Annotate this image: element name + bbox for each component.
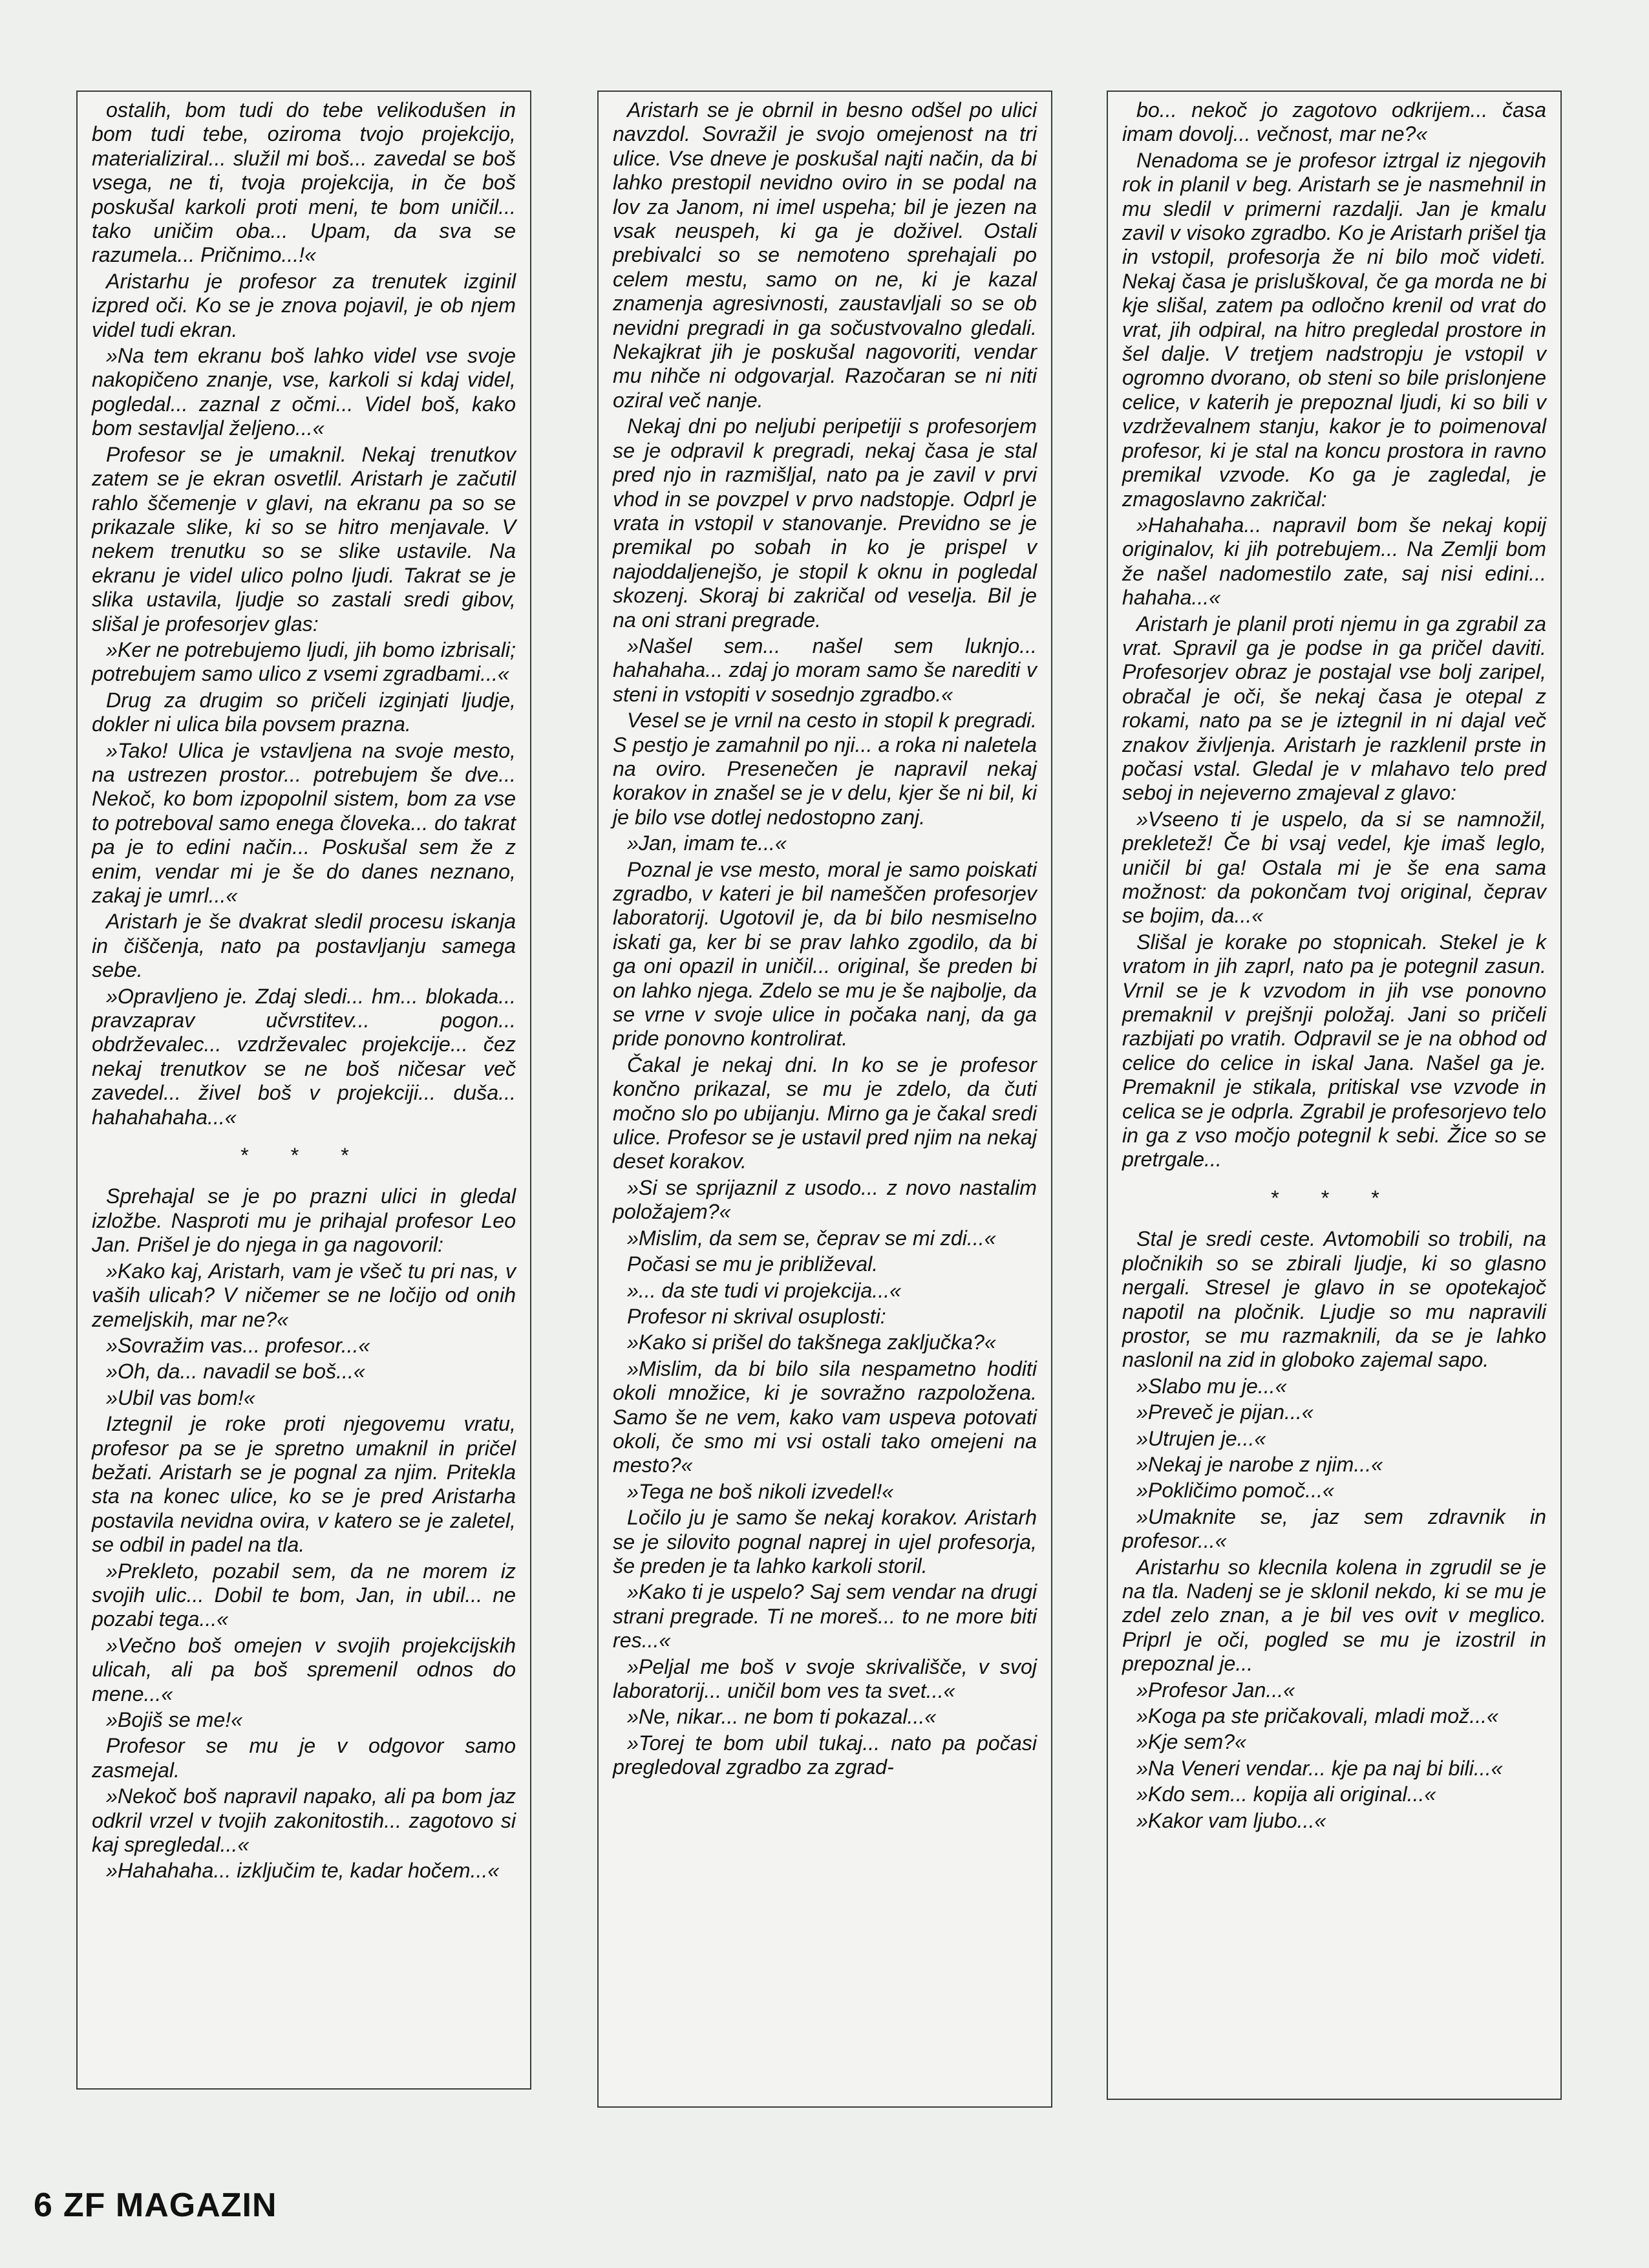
paragraph: »Tako! Ulica je vstavljena na svoje mesto, na ustrezen prostor... potrebujem še dve... Nekoč, ko bom izpopolnil sistem, bom za vse to potreboval samo enega človeka... do takrat pa je to edini način... Poskušal sem že z enim, vendar mi je še do danes neznano, zakaj je umrl...«: [92, 738, 516, 907]
paragraph: »Torej te bom ubil tukaj... nato pa počasi pregledoval zgradbo za zgrad-: [613, 1731, 1037, 1779]
paragraph: Aristarh je še dvakrat sledil procesu iskanja in čiščenja, nato pa postavljanju samega sebe.: [92, 910, 516, 982]
paragraph: »Koga pa ste pričakovali, mladi mož...«: [1136, 1704, 1498, 1728]
paragraph: Ločilo ju je samo še nekaj korakov. Aristarh se je silovito pognal naprej in ujel profesorja, še preden je ta lahko karkoli storil.: [613, 1506, 1037, 1578]
page-footer: [34, 2186, 277, 2225]
paragraph: »Na Veneri vendar... kje pa naj bi bili...«: [1136, 1756, 1503, 1780]
paragraph: »Večno boš omejen v svojih projekcijskih ulicah, ali pa boš spremenil odnos do mene...«: [92, 1633, 516, 1706]
paragraph: Slišal je korake po stopnicah. Stekel je k vratom in jih zaprl, nato pa je potegnil zasun. Vrnil se je k vzvodom in jih vse ponovno premaknil v prejšnji položaj. Jani so pričeli razbijati po vratih. Odpravil se je na obhod od celice do celice in iskal Jana. Našel ga je. Premaknil je stikala, pritiskal vse vzvode in celica se je odprla. Zgrabil je profesorjevo telo in ga z vso močjo potegnil k sebi. Žice so se pretrgale...: [1122, 930, 1546, 1171]
paragraph: Stal je sredi ceste. Avtomobili so trobili, na pločnikih so se zbirali ljudje, ki so glasno nergali. Stresel je glavo in se opotekajoč napotil na pločnik. Ljudje so mu napravili prostor, se mu razmaknili, da se je lahko naslonil na zid in globoko zajemal sapo.: [1122, 1227, 1546, 1372]
section-separator: * * *: [240, 1144, 367, 1168]
paragraph: »Tega ne boš nikoli izvedel!«: [627, 1479, 894, 1503]
page-number: 6: [34, 2187, 53, 2224]
text-column-right: [1107, 91, 1562, 2100]
paragraph: »Ubil vas bom!«: [106, 1385, 255, 1409]
paragraph: »Kje sem?«: [1136, 1730, 1246, 1754]
paragraph: »Kako si prišel do takšnega zaključka?«: [627, 1331, 996, 1354]
paragraph: Aristarhu so klecnila kolena in zgrudil se je na tla. Nadenj se je sklonil nekdo, ki se mu je zdel zelo znan, a je bil ves ovit v meglico. Priprl je oči, pogled se mu je izostril in prepoznal je...: [1122, 1555, 1546, 1676]
paragraph: »Nekoč boš napravil napako, ali pa bom jaz odkril vrzel v tvojih zakonitostih... zagotovo si kaj spregledal...«: [92, 1784, 516, 1857]
paragraph: »Mislim, da bi bilo sila nespametno hoditi okoli množice, ki je sovražno razpoložena. Samo še ne vem, kako vam uspeva potovati okoli, če smo mi vsi ostali tako omejeni na mesto?«: [613, 1356, 1037, 1477]
paragraph: »Profesor Jan...«: [1136, 1678, 1295, 1702]
paragraph: »Preveč je pijan...«: [1136, 1400, 1314, 1424]
paragraph: Počasi se mu je približeval.: [627, 1252, 878, 1276]
paragraph: »Kako ti je uspelo? Saj sem vendar na drugi strani pregrade. Ti ne moreš... to ne more biti res...«: [613, 1580, 1037, 1653]
paragraph: Profesor se je umaknil. Nekaj trenutkov zatem se je ekran osvetlil. Aristarh je začutil rahlo ščemenje v glavi, na ekranu pa so se prikazale slike, ki so se hitro menjavale. V nekem trenutku so se slike ustavile. Na ekranu je videl ulico polno ljudi. Takrat se je slika ustavila, ljudje so zastali sredi gibov, slišal je profesorjev glas:: [92, 442, 516, 636]
paragraph: »Našel sem... našel sem luknjo... hahahaha... zdaj jo moram samo še narediti v steni in vstopiti v sosednjo zgradbo.«: [613, 634, 1037, 706]
paragraph: »Ker ne potrebujemo ljudi, jih bomo izbrisali; potrebujem samo ulico z vsemi zgradbami...«: [92, 637, 516, 686]
paragraph: »Nekaj je narobe z njim...«: [1136, 1452, 1383, 1476]
paragraph: Nenadoma se je profesor iztrgal iz njegovih rok in planil v beg. Aristarh se je nasmehnil in mu sledil v primerni razdalji. Jan je kmalu zavil v visoko zgradbo. Ko je Aristarh prišel tja in vstopil, profesorja že ni bilo moč videti. Nekaj časa je prisluškoval, če ga morda ne bi kje slišal, zatem pa odločno krenil od vrat do vrat, jih odpiral, na hitro pregledal prostore in šel dalje. V tretjem nadstropju je vstopil v ogromno dvorano, ob steni so bile prislonjene celice, v katerih je prepoznal ljudi, ki so bili v vzdrževalnem stanju, kakor je to poimenoval profesor, ki je stal na koncu prostora in ravno premikal vzvode. Ko ga je zagledal, je zmagoslavno zakričal:: [1122, 148, 1546, 511]
paragraph: »Na tem ekranu boš lahko videl vse svoje nakopičeno znanje, vse, karkoli si kdaj videl, pogledal... zaznal z očmi... Videl boš, kako bom sestavljal željeno...«: [92, 344, 516, 440]
paragraph: Poznal je vse mesto, moral je samo poiskati zgradbo, v kateri je bil nameščen profesorjev laboratorij. Ugotovil je, da bi bilo nesmiselno iskati ga, ker bi se prav lahko zgodilo, da bi ga oni opazil in uničil... original, še preden bi on lahko njega. Zdelo se mu je še najbolje, da se vrne v svoje ulice in počaka nanj, da ga pride ponovno kontrolirat.: [613, 857, 1037, 1051]
paragraph: ostalih, bom tudi do tebe velikodušen in bom tudi tebe, oziroma tvojo projekcijo, materializiral... služil mi boš... zavedal se boš vsega, ne ti, tvoja projekcija, in če boš poskušal karkoli proti meni, te bom uničil... tako uničim oba... Upam, da sva se razumela... Pričnimo...!«: [92, 98, 516, 267]
section-separator: * * *: [1271, 1186, 1398, 1210]
paragraph: »Vseeno ti je uspelo, da si se namnožil, prekletež! Če bi vsaj vedel, kje imaš leglo, uničil bi ga! Ostala mi je še ena sama možnost: da pokončam tvoj original, čeprav se bojim, da...«: [1122, 807, 1546, 928]
paragraph: »Si se sprijaznil z usodo... z novo nastalim položajem?«: [613, 1175, 1037, 1224]
paragraph: Iztegnil je roke proti njegovemu vratu, profesor pa se je spretno umaknil in pričel bežati. Aristarh se je pognal za njim. Pritekla sta na konec ulice, ko se je pred Aristarha postavila nevidna ovira, v katero se je zaletel, se odbil in padel na tla.: [92, 1412, 516, 1557]
paragraph: Drug za drugim so pričeli izginjati ljudje, dokler ni ulica bila povsem prazna.: [92, 688, 516, 736]
paragraph: Čakal je nekaj dni. In ko se je profesor končno prikazal, se mu je zdelo, da čuti močno slo po ubijanju. Mirno ga je čakal sredi ulice. Profesor se je ustavil pred njim na nekaj deset korakov.: [613, 1053, 1037, 1173]
paragraph: »Kako kaj, Aristarh, vam je všeč tu pri nas, v vaših ulicah? V ničemer se ne ločijo od onih zemeljskih, mar ne?«: [92, 1259, 516, 1331]
paragraph: »Pokličimo pomoč...«: [1136, 1479, 1334, 1503]
paragraph: »Hahahaha... izključim te, kadar hočem...«: [106, 1859, 500, 1883]
text-column-middle: [597, 91, 1052, 2108]
paragraph: »Peljal me boš v svoje skrivališče, v svoj laboratorij... uničil bom ves ta svet...«: [613, 1654, 1037, 1702]
paragraph: »Opravljeno je. Zdaj sledi... hm... blokada... pravzaprav učvrstitev... pogon... obdrževalec... vzdrževalec projekcije... čez nekaj trenutkov se ne boš ničesar več zavedel... živel boš v projekciji... duša... hahahahaha...«: [92, 984, 516, 1129]
text-column-left: [76, 91, 531, 2090]
paragraph: »Utrujen je...«: [1136, 1426, 1266, 1450]
paragraph: »Mislim, da sem se, čeprav se mi zdi...«: [627, 1226, 996, 1250]
paragraph: »Kdo sem... kopija ali original...«: [1136, 1782, 1436, 1806]
paragraph: »Sovražim vas... profesor...«: [106, 1333, 370, 1357]
paragraph: Aristarhu je profesor za trenutek izginil izpred oči. Ko se je znova pojavil, je ob njem videl tudi ekran.: [92, 269, 516, 341]
magazine-name: ZF MAGAZIN: [63, 2187, 277, 2224]
paragraph: Sprehajal se je po prazni ulici in gledal izložbe. Nasproti mu je prihajal profesor Leo Jan. Prišel je do njega in ga nagovoril:: [92, 1184, 516, 1257]
paragraph: bo... nekoč jo zagotovo odkrijem... časa imam dovolj... večnost, mar ne?«: [1122, 98, 1546, 146]
paragraph: »Hahahaha... napravil bom še nekaj kopij originalov, ki jih potrebujem... Na Zemlji bom že našel nadomestilo zate, saj nisi edini... hahaha...«: [1122, 513, 1546, 610]
paragraph: »Oh, da... navadil se boš...«: [106, 1360, 365, 1384]
paragraph: Aristarh se je obrnil in besno odšel po ulici navzdol. Sovražil je svojo omejenost na tri ulice. Vse dneve je poskušal najti način, da bi lahko prestopil nevidno oviro in se podal na lov za Janom, ni imel uspeha; bil je jezen na vsak neuspeh, ki ga je doživel. Ostali prebivalci so se nemoteno sprehajali po celem mestu, samo on ne, ki je kazal znamenja agresivnosti, zaustavljali so se ob nevidni pregradi in ga sočustvovalno gledali. Nekajkrat jih je poskušal nagovoriti, vendar mu nihče ni odgovarjal. Razočaran se ni niti oziral več nanje.: [613, 98, 1037, 412]
paragraph: Nekaj dni po neljubi peripetiji s profesorjem se je odpravil k pregradi, nekaj časa je stal pred njo in razmišljal, nato pa je zavil v prvi vhod in se povzpel v prvo nadstopje. Odprl je vrata in vstopil v stanovanje. Previdno se je premikal po sobah in ko je prispel v najoddaljenejšo, je stopil k oknu in pogledal skozenj. Skoraj bi zakričal od veselja. Bil je na oni strani pregrade.: [613, 414, 1037, 632]
paragraph: »Jan, imam te...«: [627, 831, 787, 855]
paragraph: »Bojiš se me!«: [106, 1708, 243, 1731]
paragraph: Profesor ni skrival osuplosti:: [627, 1304, 886, 1328]
paragraph: Aristarh je planil proti njemu in ga zgrabil za vrat. Spravil ga je podse in ga pričel daviti. Profesorjev obraz je postajal vse bolj zaripel, obračal je oči, še nekaj časa je otepal z rokami, nato pa se je iztegnil in ni dajal več znakov življenja. Aristarh je razklenil prste in počasi vstal. Gledal je v mlahavo telo pred seboj in nejeverno zmajeval z glavo:: [1122, 612, 1546, 805]
paragraph: Profesor se mu je v odgovor samo zasmejal.: [92, 1734, 516, 1782]
paragraph: »Prekleto, pozabil sem, da ne morem iz svojih ulic... Dobil te bom, Jan, in ubil... ne pozabi tega...«: [92, 1559, 516, 1631]
paragraph: »... da ste tudi vi projekcija...«: [627, 1278, 902, 1302]
paragraph: »Slabo mu je...«: [1136, 1374, 1287, 1398]
paragraph: »Ne, nikar... ne bom ti pokazal...«: [627, 1705, 937, 1729]
paragraph: Vesel se je vrnil na cesto in stopil k pregradi. S pestjo je zamahnil po nji... a roka ni naletela na oviro. Presenečen je napravil nekaj korakov in znašel se je v delu, kjer še ni bil, ki je bilo vse dotlej nedostopno zanj.: [613, 709, 1037, 829]
paragraph: »Umaknite se, jaz sem zdravnik in profesor...«: [1122, 1504, 1546, 1553]
paragraph: »Kakor vam ljubo...«: [1136, 1808, 1326, 1832]
